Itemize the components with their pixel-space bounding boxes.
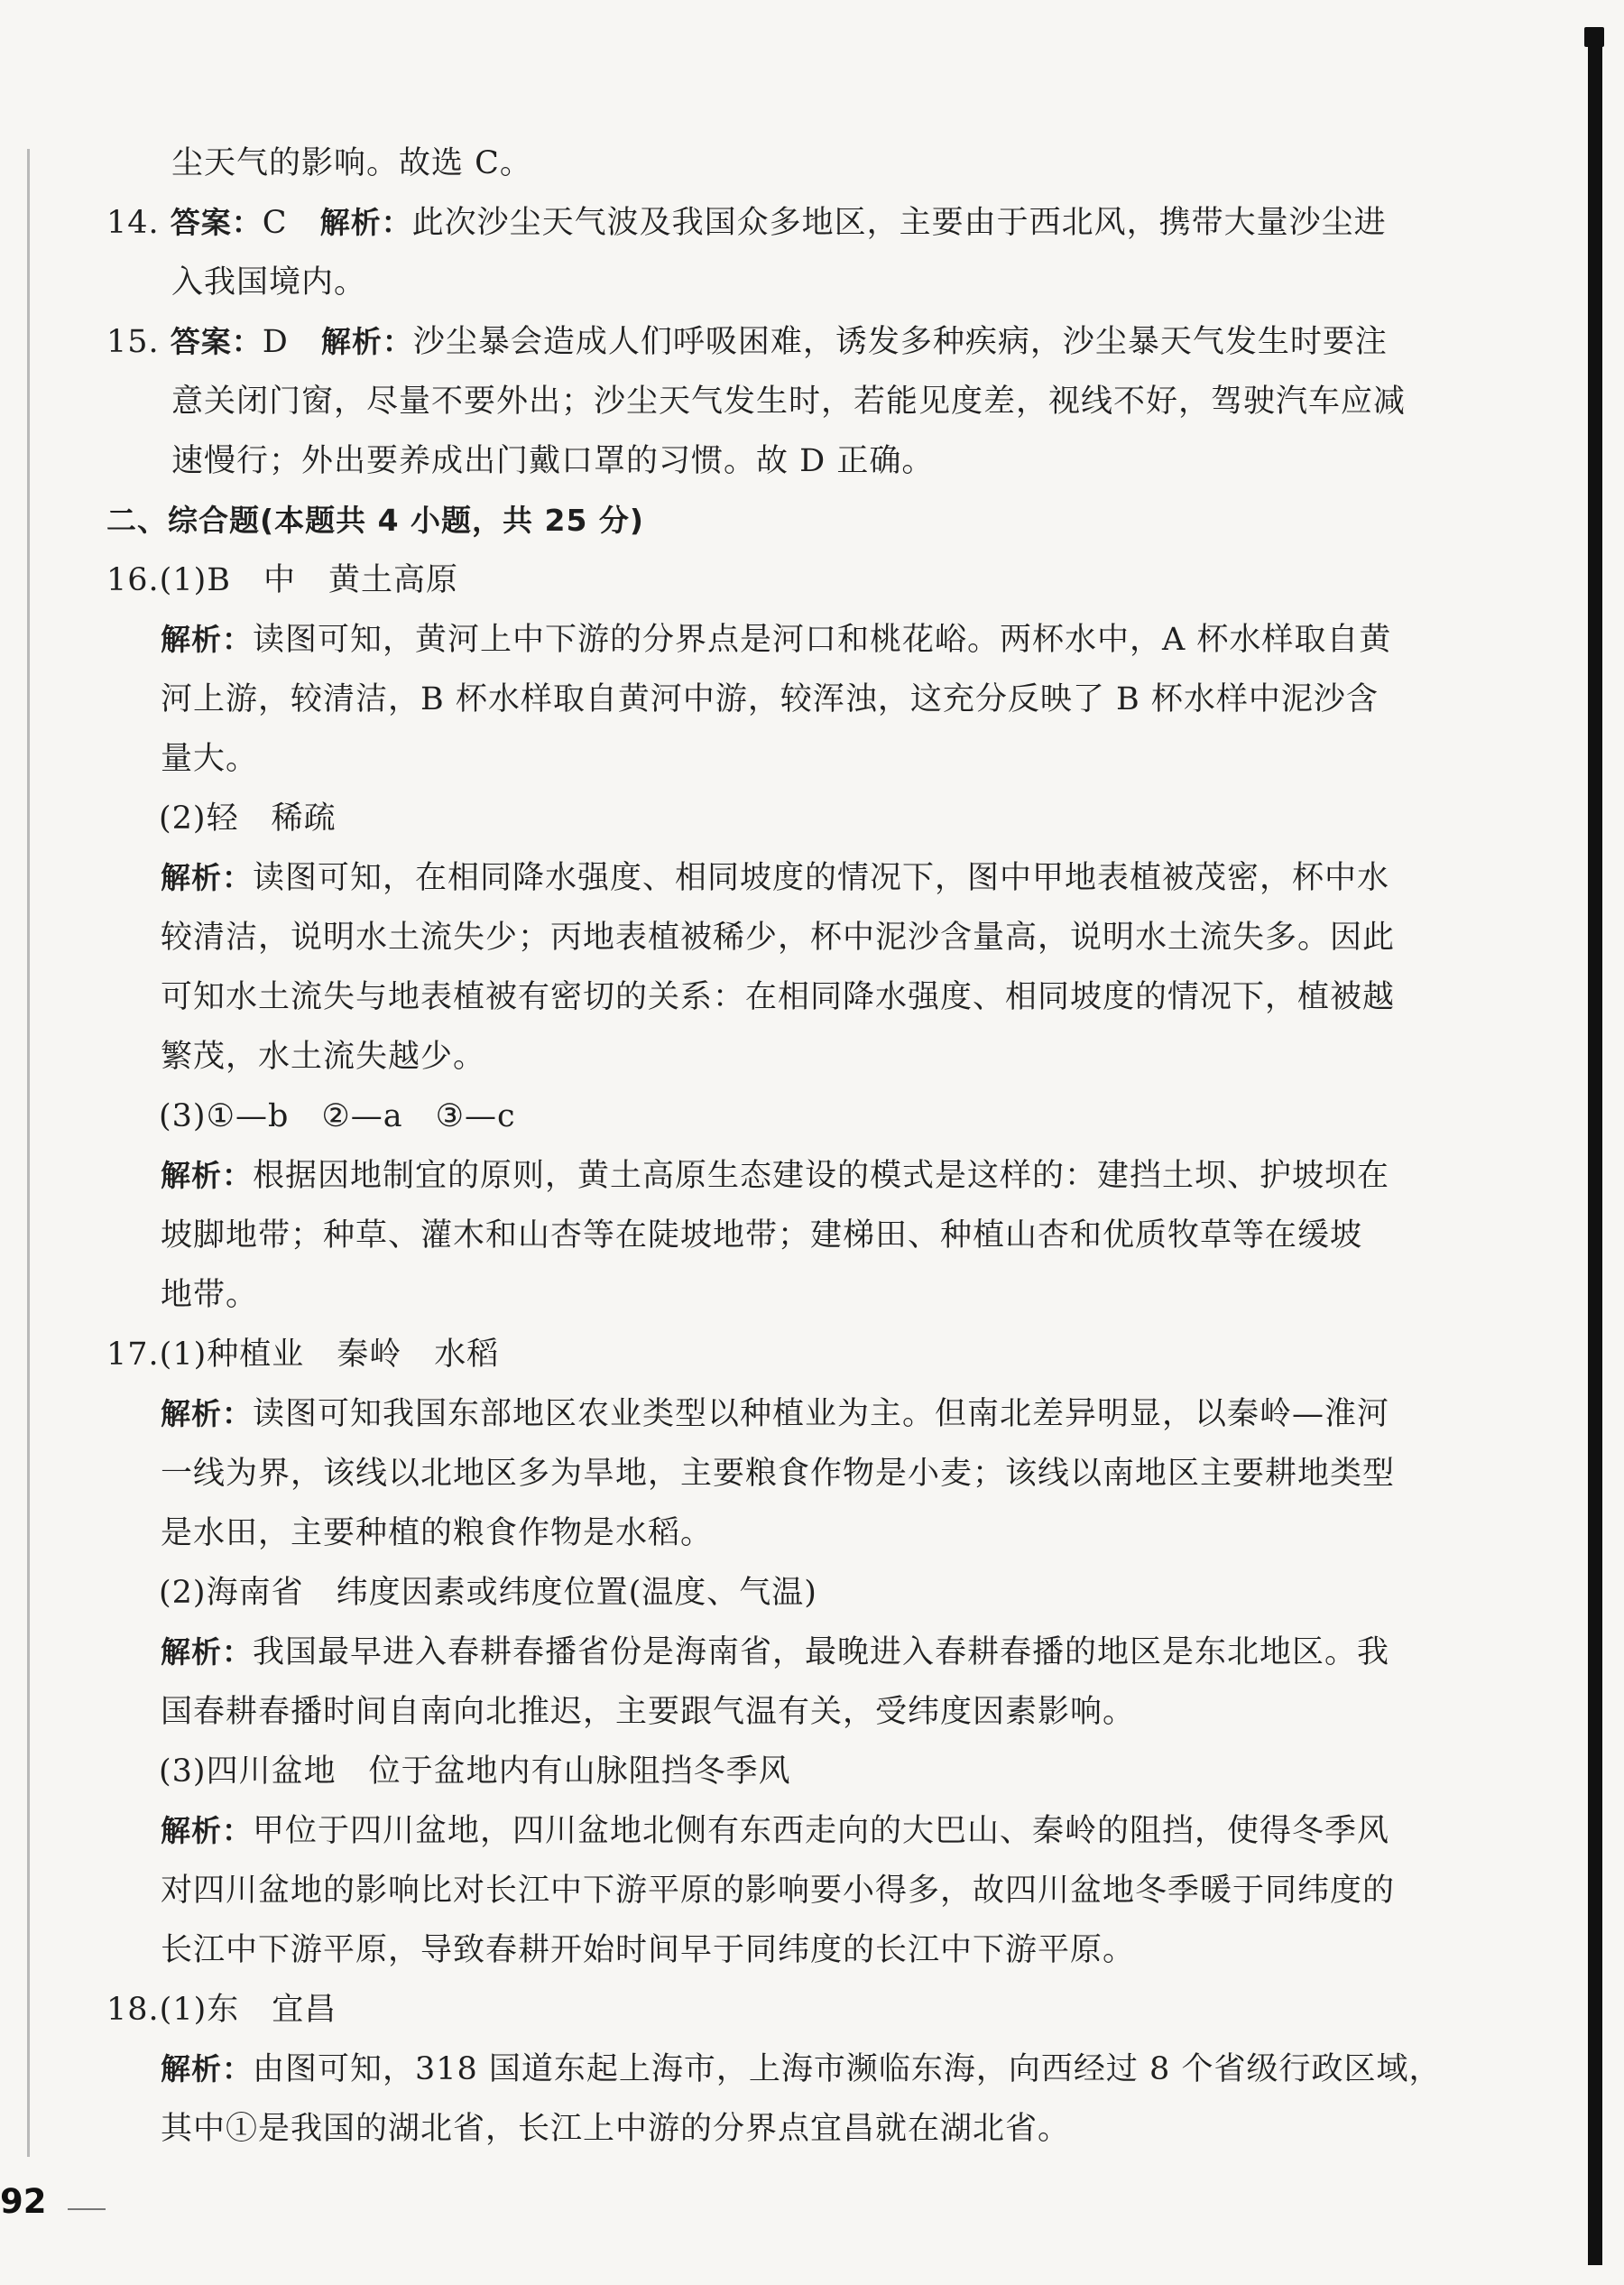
analysis-label: 解析： — [161, 622, 253, 657]
text-line: 河上游，较清洁，B 杯水样取自黄河中游，较浑浊，这充分反映了 B 杯水样中泥沙含 — [161, 681, 1379, 717]
answer-label: 答案： — [170, 205, 263, 240]
analysis-label: 解析： — [161, 1158, 253, 1193]
text-line: 繁茂，水土流失越少。 — [161, 1039, 486, 1075]
answer-16-3: (3)①—b ②—a ③—c — [159, 1098, 516, 1134]
section-heading: 二、综合题(本题共 4 小题，共 25 分) — [106, 503, 645, 538]
text-line: 尘天气的影响。故选 C。 — [171, 145, 532, 181]
answer-17-1: 17.(1)种植业 秦岭 水稻 — [106, 1337, 500, 1373]
answer-17-2: (2)海南省 纬度因素或纬度位置(温度、气温) — [159, 1575, 817, 1611]
text-line: 其中①是我国的湖北省，长江上中游的分界点宜昌就在湖北省。 — [161, 2111, 1071, 2147]
answer-16-2: (2)轻 稀疏 — [159, 800, 337, 837]
text-line: 量大。 — [161, 741, 259, 777]
text-line: 是水田，主要种植的粮食作物是水稻。 — [161, 1515, 714, 1551]
answer-16-1: 16.(1)B 中 黄土高原 — [106, 562, 458, 598]
answer-17-3: (3)四川盆地 位于盆地内有山脉阻挡冬季风 — [159, 1753, 791, 1790]
text-line: 可知水土流失与地表植被有密切的关系：在相同降水强度、相同坡度的情况下，植被越 — [161, 979, 1396, 1015]
answer-text-body — [106, 134, 1509, 2159]
answer-18-1: 18.(1)东 宜昌 — [106, 1992, 337, 2028]
analysis-line: 解析：读图可知，黄河上中下游的分界点是河口和桃花峪。两杯水中，A 杯水样取自黄 — [161, 622, 1392, 658]
text-line: 较清洁，说明水土流失少；丙地表植被稀少，杯中泥沙含量高，说明水土流失多。因此 — [161, 920, 1396, 956]
analysis-line: 解析：由图可知，318 国道东起上海市，上海市濒临东海，向西经过 8 个省级行政区域， — [161, 2051, 1442, 2087]
page-number: 92 — [0, 2182, 47, 2221]
analysis-line: 解析：读图可知，在相同降水强度、相同坡度的情况下，图中甲地表植被茂密，杯中水 — [161, 860, 1390, 896]
analysis-label: 解析： — [320, 324, 413, 359]
text-line: 国春耕春播时间自南向北推迟，主要跟气温有关，受纬度因素影响。 — [161, 1694, 1136, 1730]
analysis-label: 解析： — [161, 2051, 253, 2086]
text-line: 长江中下游平原，导致春耕开始时间早于同纬度的长江中下游平原。 — [161, 1932, 1136, 1968]
analysis-label: 解析： — [161, 1634, 253, 1670]
analysis-line: 解析：我国最早进入春耕春播省份是海南省，最晚进入春耕春播的地区是东北地区。我 — [161, 1634, 1390, 1670]
text-line: 入我国境内。 — [171, 264, 367, 301]
analysis-label: 解析： — [319, 205, 412, 240]
analysis-label: 解析： — [161, 860, 253, 895]
answer-15: 15. 答案：D 解析：沙尘暴会造成人们呼吸困难，诱发多种疾病，沙尘暴天气发生时要注 — [106, 324, 1388, 360]
text-line: 一线为界，该线以北地区多为旱地，主要粮食作物是小麦；该线以南地区主要耕地类型 — [161, 1456, 1396, 1492]
text-line: 意关闭门窗，尽量不要外出；沙尘天气发生时，若能见度差，视线不好，驾驶汽车应减 — [171, 384, 1407, 420]
analysis-line: 解析：读图可知我国东部地区农业类型以种植业为主。但南北差异明显，以秦岭—淮河 — [161, 1396, 1390, 1432]
answer-14: 14. 答案：C 解析：此次沙尘天气波及我国众多地区，主要由于西北风，携带大量沙尘进 — [106, 205, 1387, 241]
analysis-line: 解析：根据因地制宜的原则，黄土高原生态建设的模式是这样的：建挡土坝、护坡坝在 — [161, 1158, 1390, 1194]
analysis-line: 解析：甲位于四川盆地，四川盆地北侧有东西走向的大巴山、秦岭的阻挡，使得冬季风 — [161, 1813, 1390, 1849]
analysis-label: 解析： — [161, 1813, 253, 1848]
text-line: 坡脚地带；种草、灌木和山杏等在陡坡地带；建梯田、种植山杏和优质牧草等在缓坡 — [161, 1217, 1363, 1254]
footer-dash — [68, 2208, 106, 2210]
binding-notch — [1584, 27, 1604, 47]
text-line: 对四川盆地的影响比对长江中下游平原的影响要小得多，故四川盆地冬季暖于同纬度的 — [161, 1873, 1396, 1909]
right-edge-binding — [1588, 27, 1602, 2265]
left-margin-rule — [27, 149, 30, 2157]
text-line: 速慢行；外出要养成出门戴口罩的习惯。故 D 正确。 — [171, 443, 935, 479]
analysis-label: 解析： — [161, 1396, 253, 1431]
text-line: 地带。 — [161, 1277, 259, 1313]
answer-label: 答案： — [170, 324, 263, 359]
